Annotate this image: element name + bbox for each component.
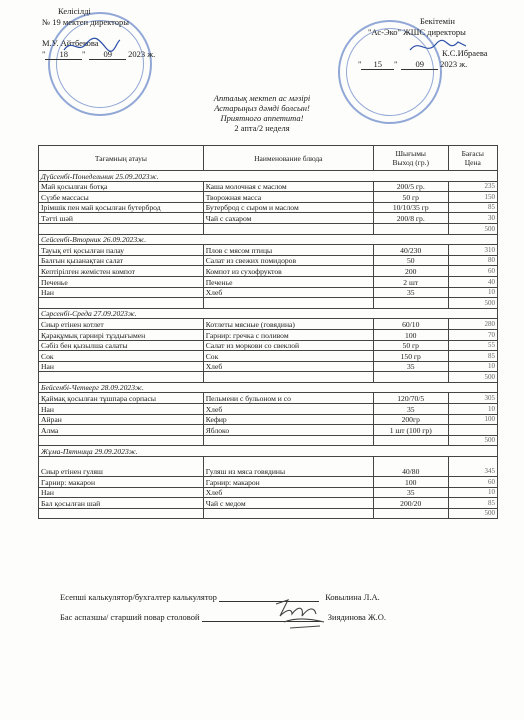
cell-output: 150 гр <box>373 351 448 362</box>
table-row <box>39 498 498 509</box>
footer-accountant <box>60 592 380 602</box>
cell-price: 70 <box>448 329 497 340</box>
cell-name-ru: Хлеб <box>203 287 373 298</box>
cell-name-ru: Гарнир: гречка с поливом <box>203 329 373 340</box>
menu-table-body <box>39 171 498 519</box>
cell-output: 35 <box>373 361 448 372</box>
cell-output: 50 гр <box>373 340 448 351</box>
cell-name-kz <box>39 298 204 309</box>
cell-price: 30 <box>448 213 497 224</box>
cell-output <box>373 372 448 383</box>
table-row <box>39 298 498 309</box>
cell-output: 200/5 гр. <box>373 181 448 192</box>
cell-name-ru: Сок <box>203 351 373 362</box>
motto-line-1: Апталық мектеп ас мәзірі <box>213 93 311 103</box>
cell-name-kz <box>39 372 204 383</box>
cell-output: 50 гр <box>373 192 448 203</box>
footer-cook <box>60 612 386 622</box>
cell-price: 305 <box>448 393 497 404</box>
table-row <box>39 340 498 351</box>
cell-output: 50 <box>373 255 448 266</box>
cell-price: 500 <box>448 435 497 446</box>
table-row <box>39 404 498 415</box>
cell-output: 35 <box>373 487 448 498</box>
table-row <box>39 414 498 425</box>
cell-name-kz: Сәбіз бен қызылша салаты <box>39 340 204 351</box>
cell-price: 10 <box>448 487 497 498</box>
cell-name-kz: Алма <box>39 425 204 436</box>
col-price: Бағасы Цена <box>448 146 497 171</box>
cell-name-ru <box>203 435 373 446</box>
cell-output: 60/10 <box>373 319 448 330</box>
cell-output: 100 <box>373 477 448 488</box>
day-header-row <box>39 234 498 245</box>
cell-name-kz: Тауық еті қосылған палау <box>39 245 204 256</box>
cell-output: 1 шт (100 гр) <box>373 425 448 436</box>
cell-name-ru: Хлеб <box>203 487 373 498</box>
cell-name-kz <box>39 508 204 519</box>
col-name-kz: Тағамның атауы <box>39 146 204 171</box>
approval-right-date: " 15 " 09 2023 ж. <box>358 59 468 69</box>
cell-name-ru: Печенье <box>203 276 373 287</box>
table-row <box>39 435 498 446</box>
cell-name-kz: Сиыр етінен гуляш <box>39 457 204 477</box>
cell-name-ru: Творожная масса <box>203 192 373 203</box>
cell-output: 100 <box>373 329 448 340</box>
table-row <box>39 192 498 203</box>
motto-line-2: Астарыңыз дәмді болсын! <box>214 103 310 113</box>
cell-name-ru: Каша молочная с маслом <box>203 181 373 192</box>
table-row <box>39 245 498 256</box>
cell-name-kz: Сок <box>39 351 204 362</box>
cell-price: 10 <box>448 361 497 372</box>
cell-price: 500 <box>448 298 497 309</box>
cell-price: 310 <box>448 245 497 256</box>
motto-line-3: Приятного аппетита! <box>220 113 304 123</box>
menu-table <box>38 145 498 519</box>
table-row <box>39 372 498 383</box>
table-row <box>39 276 498 287</box>
approval-right-initials: К.С.Ибраева <box>442 48 488 58</box>
cell-price: 85 <box>448 351 497 362</box>
cell-output: 200 <box>373 266 448 277</box>
table-row <box>39 329 498 340</box>
table-row <box>39 255 498 266</box>
cell-price: 280 <box>448 319 497 330</box>
cell-name-kz: Кептірілген жемістен компот <box>39 266 204 277</box>
day-title: Жұма-Пятница 29.09.2023ж. <box>39 446 498 457</box>
table-row <box>39 213 498 224</box>
cell-price: 60 <box>448 477 497 488</box>
day-title: Сейсенбі-Вторник 26.09.2023ж. <box>39 234 498 245</box>
cell-output: 200/20 <box>373 498 448 509</box>
table-row <box>39 319 498 330</box>
table-row <box>39 361 498 372</box>
cell-price: 10 <box>448 287 497 298</box>
table-row <box>39 457 498 477</box>
cell-name-kz: Гарнир: макарон <box>39 477 204 488</box>
cell-name-kz <box>39 435 204 446</box>
cell-name-ru: Чай с медом <box>203 498 373 509</box>
cell-output: 35 <box>373 287 448 298</box>
cell-output: 10/10/35 гр <box>373 202 448 213</box>
col-output: Шығымы Выход (гр.) <box>373 146 448 171</box>
day-title: Бейсенбі-Четверг 28.09.2023ж. <box>39 382 498 393</box>
cell-name-ru <box>203 372 373 383</box>
table-row <box>39 351 498 362</box>
table-row <box>39 477 498 488</box>
cell-name-kz: Нан <box>39 287 204 298</box>
day-header-row <box>39 382 498 393</box>
table-header-row <box>39 146 498 171</box>
cell-price: 10 <box>448 404 497 415</box>
right-signature-icon <box>408 36 468 58</box>
cell-name-kz: Айран <box>39 414 204 425</box>
cell-name-ru: Гуляш из мяса говядины <box>203 457 373 477</box>
cell-name-ru: Хлеб <box>203 361 373 372</box>
approval-left-initials: М.У. Айтбекова <box>42 38 99 48</box>
cell-price: 85 <box>448 202 497 213</box>
cell-name-ru <box>203 508 373 519</box>
cell-price: 80 <box>448 255 497 266</box>
cell-output: 200гр <box>373 414 448 425</box>
cell-output <box>373 435 448 446</box>
cell-name-kz: Бал қосылған шай <box>39 498 204 509</box>
cell-price: 500 <box>448 372 497 383</box>
cell-output: 200/8 гр. <box>373 213 448 224</box>
cell-price: 150 <box>448 192 497 203</box>
cell-name-kz: Сүзбе массасы <box>39 192 204 203</box>
cell-name-ru: Гарнир: макарон <box>203 477 373 488</box>
table-row <box>39 287 498 298</box>
cell-price: 345 <box>448 457 497 477</box>
cell-price: 100 <box>448 414 497 425</box>
cell-price: 500 <box>448 223 497 234</box>
cell-output <box>373 298 448 309</box>
cell-name-ru: Котлеты мясные (говядина) <box>203 319 373 330</box>
table-row <box>39 223 498 234</box>
cell-name-ru: Чай с сахаром <box>203 213 373 224</box>
approval-left-date: " 18 " 09 2023 ж. <box>42 49 156 59</box>
table-row <box>39 393 498 404</box>
menu-motto <box>0 93 524 133</box>
cell-name-ru: Салат из свежих помидоров <box>203 255 373 266</box>
cell-name-ru: Пельмени с бульоном и со <box>203 393 373 404</box>
cell-name-ru: Хлеб <box>203 404 373 415</box>
cell-name-ru: Плов с мясом птицы <box>203 245 373 256</box>
cell-output: 40/230 <box>373 245 448 256</box>
cell-price <box>448 425 497 436</box>
approval-right-title: "Ас-Эко" ЖШС директоры <box>368 27 466 37</box>
cell-name-ru: Салат из моркови со свеклой <box>203 340 373 351</box>
table-row <box>39 181 498 192</box>
table-row <box>39 508 498 519</box>
cell-price: 55 <box>448 340 497 351</box>
cell-name-kz: Нан <box>39 487 204 498</box>
cell-name-kz: Май қосылған ботқа <box>39 181 204 192</box>
accountant-label: Есепші калькулятор/бухгалтер калькулятор <box>60 592 217 602</box>
cell-output: 40/80 <box>373 457 448 477</box>
cell-price: 60 <box>448 266 497 277</box>
approval-left-title: № 19 мектеп директоры <box>42 17 129 27</box>
cell-output: 35 <box>373 404 448 415</box>
col-name-ru: Наименование блюда <box>203 146 373 171</box>
cell-name-kz <box>39 223 204 234</box>
cell-name-ru: Яблоко <box>203 425 373 436</box>
cell-name-kz: Нан <box>39 361 204 372</box>
table-row <box>39 202 498 213</box>
cell-name-kz: Печенье <box>39 276 204 287</box>
cell-output: 120/70/5 <box>373 393 448 404</box>
day-header-row <box>39 171 498 182</box>
cell-name-kz: Қаймақ қосылған тұшпара сорпасы <box>39 393 204 404</box>
cell-price: 500 <box>448 508 497 519</box>
cell-name-ru: Компот из сухофруктов <box>203 266 373 277</box>
cell-name-kz: Қарақұмық гарнирі тұздығымен <box>39 329 204 340</box>
table-row <box>39 266 498 277</box>
cell-name-kz: Ірімшік пен май қосылған бутерброд <box>39 202 204 213</box>
day-title: Сәрсенбі-Среда 27.09.2023ж. <box>39 308 498 319</box>
cell-output <box>373 223 448 234</box>
cell-name-ru: Бутерброд с сыром и маслом <box>203 202 373 213</box>
cell-name-kz: Балғын қызанақтан салат <box>39 255 204 266</box>
left-signature-icon <box>62 34 122 56</box>
approval-right-approved: Бекітемін <box>420 16 455 26</box>
table-row <box>39 487 498 498</box>
approval-left-agreed: Келісілді <box>58 6 91 16</box>
cell-name-ru <box>203 223 373 234</box>
day-title: Дүйсенбі-Понедельник 25.09.2023ж. <box>39 171 498 182</box>
cell-name-ru <box>203 298 373 309</box>
day-header-row <box>39 308 498 319</box>
cook-name: Зиядинова Ж.О. <box>327 612 386 622</box>
cell-name-kz: Сиыр етінен котлет <box>39 319 204 330</box>
cell-price: 40 <box>448 276 497 287</box>
accountant-name: Ковылина Л.А. <box>325 592 380 602</box>
cell-name-ru: Кефир <box>203 414 373 425</box>
motto-line-4: 2 апта/2 неделя <box>234 123 290 133</box>
cell-price: 85 <box>448 498 497 509</box>
day-header-row <box>39 446 498 457</box>
cell-output: 2 шт <box>373 276 448 287</box>
cook-signature-icon <box>270 596 330 632</box>
cell-name-kz: Тәтті шәй <box>39 213 204 224</box>
table-row <box>39 425 498 436</box>
cell-price: 235 <box>448 181 497 192</box>
cook-label: Бас аспазшы/ старший повар столовой <box>60 612 200 622</box>
cell-name-kz: Нан <box>39 404 204 415</box>
cell-output <box>373 508 448 519</box>
